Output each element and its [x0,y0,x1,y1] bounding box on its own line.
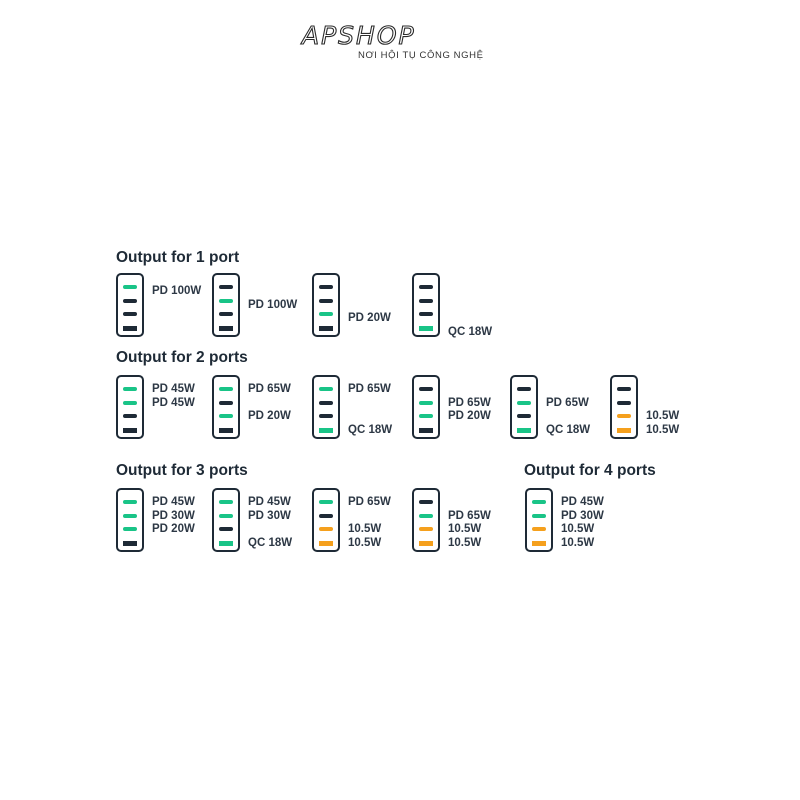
port-indicator-4 [319,428,333,433]
port-indicator-2 [123,299,137,303]
section-title-3-ports: Output for 3 ports [116,462,248,479]
port-indicator-2 [617,401,631,405]
port-indicator-1 [419,500,433,504]
port-indicator-4 [517,428,531,433]
output-label: PD 100W [152,285,202,297]
output-label: PD 65W [348,496,391,508]
port-indicator-4 [219,428,233,433]
charger-icon [312,273,340,337]
port-indicator-3 [319,527,333,531]
port-indicator-4 [219,326,233,331]
port-indicator-2 [319,401,333,405]
output-label: PD 45W [248,496,291,508]
port-indicator-3 [532,527,546,531]
port-indicator-3 [219,312,233,316]
port-indicator-3 [219,414,233,418]
port-indicator-3 [419,312,433,316]
output-label: PD 20W [248,410,291,422]
port-indicator-4 [419,326,433,331]
output-label: PD 45W [152,496,195,508]
output-label: 10.5W [646,424,680,436]
section-title-4-ports: Output for 4 ports [524,462,656,479]
port-indicator-1 [532,500,546,504]
port-indicator-2 [319,299,333,303]
output-label: PD 20W [348,312,391,324]
port-indicator-1 [319,387,333,391]
output-label: 10.5W [348,537,382,549]
port-indicator-3 [123,312,137,316]
output-label: PD 45W [152,397,195,409]
port-indicator-2 [219,401,233,405]
port-indicator-4 [123,541,137,546]
port-indicator-1 [419,387,433,391]
port-indicator-4 [123,326,137,331]
section-title-2-ports: Output for 2 ports [116,349,248,366]
port-indicator-1 [123,387,137,391]
output-label: PD 45W [561,496,604,508]
charger-icon [610,375,638,439]
port-indicator-3 [617,414,631,418]
output-label: PD 100W [248,299,298,311]
brand-logo [302,21,498,64]
port-indicator-4 [532,541,546,546]
port-indicator-1 [319,285,333,289]
output-label: QC 18W [546,424,591,436]
port-indicator-4 [319,541,333,546]
charger-icon [510,375,538,439]
charger-icon [312,488,340,552]
port-indicator-1 [319,500,333,504]
charger-icon [212,375,240,439]
output-label: 10.5W [561,523,595,535]
port-indicator-1 [617,387,631,391]
output-label: 10.5W [561,537,595,549]
charger-icon [116,375,144,439]
charger-icon [412,273,440,337]
output-label: PD 45W [152,383,195,395]
brand-tagline: NƠI HỘI TỤ CÔNG NGHỆ [358,50,484,61]
output-label: QC 18W [348,424,393,436]
charger-icon [116,273,144,337]
port-indicator-3 [319,414,333,418]
port-indicator-3 [319,312,333,316]
output-label: PD 20W [152,523,195,535]
port-indicator-3 [419,414,433,418]
port-indicator-4 [319,326,333,331]
port-indicator-2 [123,514,137,518]
section-title-1-port: Output for 1 port [116,249,240,266]
port-indicator-2 [219,299,233,303]
port-indicator-1 [123,285,137,289]
port-indicator-2 [123,401,137,405]
port-indicator-4 [419,428,433,433]
output-label: PD 65W [348,383,391,395]
output-label: QC 18W [248,537,293,549]
port-indicator-1 [123,500,137,504]
port-indicator-1 [219,285,233,289]
port-indicator-2 [419,299,433,303]
port-indicator-2 [517,401,531,405]
charger-icon [412,488,440,552]
port-indicator-2 [319,514,333,518]
output-label: PD 65W [248,383,291,395]
port-indicator-1 [419,285,433,289]
output-label: PD 30W [561,510,604,522]
port-indicator-4 [419,541,433,546]
output-label: 10.5W [646,410,680,422]
charger-icon [525,488,553,552]
output-label: PD 65W [448,397,491,409]
brand-name: APSHOP [302,21,416,50]
port-indicator-2 [532,514,546,518]
port-indicator-2 [219,514,233,518]
port-indicator-4 [123,428,137,433]
output-label: 10.5W [448,537,482,549]
port-indicator-4 [219,541,233,546]
output-label: PD 65W [448,510,491,522]
port-indicator-1 [219,387,233,391]
output-label: PD 30W [248,510,291,522]
charger-icon [312,375,340,439]
port-indicator-3 [123,527,137,531]
port-indicator-2 [419,514,433,518]
output-label: PD 65W [546,397,589,409]
output-label: PD 20W [448,410,491,422]
port-indicator-3 [219,527,233,531]
charger-icon [212,273,240,337]
output-label: 10.5W [348,523,382,535]
output-label: QC 18W [448,326,493,338]
port-indicator-4 [617,428,631,433]
port-indicator-2 [419,401,433,405]
port-indicator-3 [517,414,531,418]
output-label: PD 30W [152,510,195,522]
charger-icon [412,375,440,439]
charger-icon [116,488,144,552]
port-indicator-1 [219,500,233,504]
charger-icon [212,488,240,552]
port-indicator-3 [419,527,433,531]
output-label: 10.5W [448,523,482,535]
port-indicator-1 [517,387,531,391]
port-indicator-3 [123,414,137,418]
